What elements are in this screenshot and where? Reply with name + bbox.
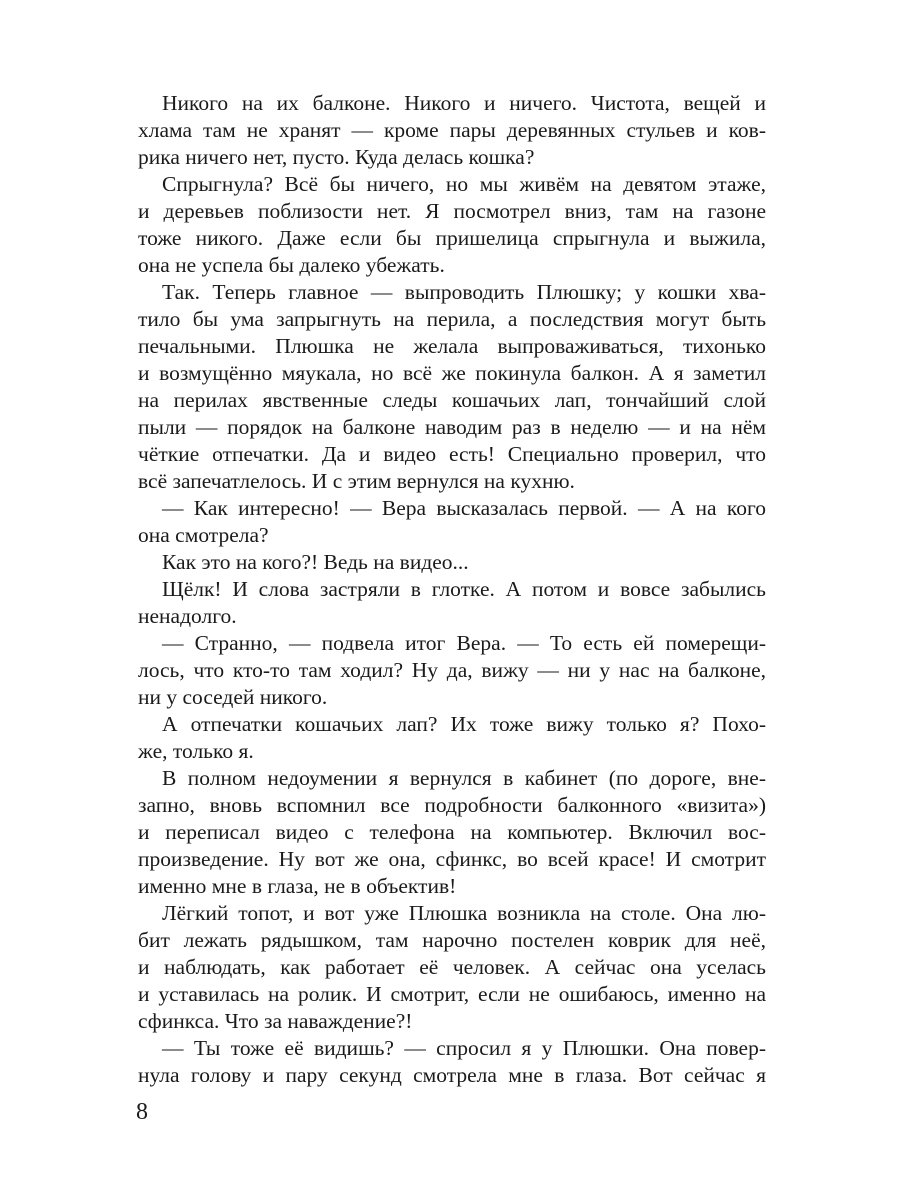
text-line: В полном недоумении я вернулся в кабинет (по дороге, вне- — [162, 766, 766, 790]
text-line: произведение. Ну вот же она, сфинкс, во всей красе! И смотрит — [138, 847, 766, 871]
page-body — [138, 90, 766, 1089]
text-line: нула голову и пару секунд смотрела мне в глаза. Вот сейчас я — [138, 1063, 766, 1087]
text-line: на перилах явственные следы кошачьих лап, тончайший слой — [138, 388, 766, 412]
text-line: Так. Теперь главное — выпроводить Плюшку; у кошки хва- — [162, 280, 766, 304]
text-line: печальными. Плюшка не желала выпроваживаться, тихонько — [138, 334, 766, 358]
text-line: и наблюдать, как работает её человек. А сейчас она уселась — [138, 955, 766, 979]
paragraph — [138, 900, 766, 1035]
page-number: 8 — [136, 1099, 148, 1125]
text-line: бит лежать рядышком, там нарочно постелен коврик для неё, — [138, 928, 766, 952]
paragraph — [138, 711, 766, 765]
paragraph — [138, 1035, 766, 1089]
text-line: — Странно, — подвела итог Вера. — То есть ей померещи- — [162, 631, 766, 655]
text-line: Как это на кого?! Ведь на видео... — [162, 550, 469, 574]
paragraph — [138, 279, 766, 495]
text-line: всё запечатлелось. И с этим вернулся на кухню. — [138, 469, 575, 493]
text-line: — Как интересно! — Вера высказалась первой. — А на кого — [162, 496, 766, 520]
text-line: сфинкса. Что за наваждение?! — [138, 1009, 413, 1033]
text-line: и деревьев поблизости нет. Я посмотрел вниз, там на газоне — [138, 199, 766, 223]
text-line: она не успела бы далеко убежать. — [138, 253, 445, 277]
text-line: тило бы ума запрыгнуть на перила, а последствия могут быть — [138, 307, 766, 331]
text-line: А отпечатки кошачьих лап? Их тоже вижу только я? Похо- — [162, 712, 766, 736]
text-line: ни у соседей никого. — [138, 685, 328, 709]
text-line: Никого на их балконе. Никого и ничего. Чистота, вещей и — [162, 91, 766, 115]
paragraph — [138, 765, 766, 900]
text-line: — Ты тоже её видишь? — спросил я у Плюшки. Она повер- — [162, 1036, 766, 1060]
text-line: хлама там не хранят — кроме пары деревянных стульев и ков- — [138, 118, 766, 142]
text-line: именно мне в глаза, не в объектив! — [138, 874, 457, 898]
text-line: Спрыгнула? Всё бы ничего, но мы живём на девятом этаже, — [162, 172, 766, 196]
paragraph — [138, 90, 766, 171]
text-line: же, только я. — [138, 739, 254, 763]
text-line: и возмущённо мяукала, но всё же покинула балкон. А я заметил — [138, 361, 766, 385]
text-line: запно, вновь вспомнил все подробности балконного «визита») — [138, 793, 766, 817]
paragraph — [138, 576, 766, 630]
text-line: пыли — порядок на балконе наводим раз в неделю — и на нём — [138, 415, 766, 439]
text-line: и переписал видео с телефона на компьютер. Включил вос- — [138, 820, 766, 844]
paragraph — [138, 495, 766, 549]
text-line: чёткие отпечатки. Да и видео есть! Специально проверил, что — [138, 442, 766, 466]
text-line: она смотрела? — [138, 523, 269, 547]
paragraph — [138, 549, 766, 576]
text-line: и уставилась на ролик. И смотрит, если не ошибаюсь, именно на — [138, 982, 766, 1006]
paragraph — [138, 171, 766, 279]
text-line: тоже никого. Даже если бы пришелица спрыгнула и выжила, — [138, 226, 766, 250]
text-line: рика ничего нет, пусто. Куда делась кошка? — [138, 145, 535, 169]
text-line: Щёлк! И слова застряли в глотке. А потом и вовсе забылись — [162, 577, 766, 601]
paragraph — [138, 630, 766, 711]
text-line: лось, что кто-то там ходил? Ну да, вижу — ни у нас на балконе, — [138, 658, 766, 682]
text-line: Лёгкий топот, и вот уже Плюшка возникла на столе. Она лю- — [162, 901, 766, 925]
text-line: ненадолго. — [138, 604, 237, 628]
